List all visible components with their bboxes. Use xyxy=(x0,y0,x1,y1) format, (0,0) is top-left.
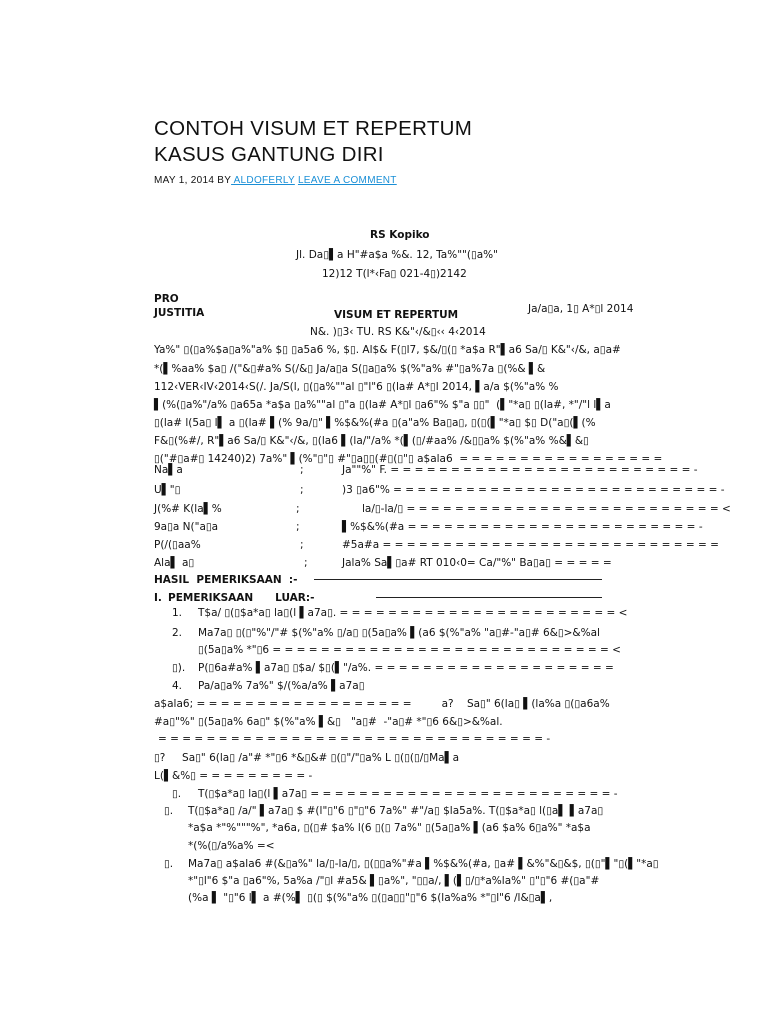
field-value: #5a#a = = = = = = = = = = = = = = = = = = = = = = = = = = = = xyxy=(342,539,719,551)
author-link[interactable]: ALDOFERLY xyxy=(231,175,295,186)
field-value: Ja""%" F. = = = = = = = = = = = = = = = = = = = = = = = = = - xyxy=(342,464,698,476)
sub-item-number: ▯. xyxy=(164,858,174,870)
paragraph-line: 112‹VER‹IV‹2014‹S(/. Ja/S(l, ▯(▯a%""al ▯"l"6 ▯(la# A*▯l 2014, ▌a/a $(%"a% % xyxy=(154,381,559,393)
item-text: P(▯6a#a% ▌a7a▯ ▯$a/ $▯(▌"/a%. = = = = = = = = = = = = = = = = = = = = xyxy=(198,662,614,674)
article-title xyxy=(154,116,472,168)
item-number: ▯). xyxy=(172,662,186,674)
continuation-line: = = = = = = = = = = = = = = = = = = = = = = = = = = = = = = = = - xyxy=(158,733,551,745)
paragraph-line: ▯(la# l(5a▯ l▌ a ▯(la# ▌(% 9a/▯" ▌%$&%(#a ▯(a"a% Ba▯a▯, ▯(▯(▌"*a▯ $▯ D("a▯(▌(% xyxy=(154,417,596,429)
pro-label: PRO xyxy=(154,293,179,305)
sub-item-text: *"▯l"6 $"a ▯a6"%, 5a%a /"▯l #a5& ▌▯a%", "▯▯a/, ▌(▌▯/▯*a%la%" ▯"▯"6 #(▯a"# xyxy=(188,875,600,887)
sub-item-number: ▯. xyxy=(164,805,174,817)
sub-item-text: T(▯$a*a▯ la▯(l ▌a7a▯ = = = = = = = = = = = = = = = = = = = = = = = = = - xyxy=(198,788,618,800)
post-date: MAY 1, 2014 xyxy=(154,175,215,186)
field-label: Ala▌ a▯ xyxy=(154,557,195,569)
field-separator: ; xyxy=(304,557,308,569)
field-label: 9a▯a N("a▯a xyxy=(154,521,219,533)
field-value: ▌%$&%(#a = = = = = = = = = = = = = = = = = = = = = = = = - xyxy=(342,521,703,533)
field-separator: ; xyxy=(300,484,304,496)
item-text: Ma7a▯ ▯(▯"%"/"# $(%"a% ▯/a▯ ▯(5a▯a% ▌(a6 $(%"a% "a▯#-"a▯# 6&▯>&%al xyxy=(198,627,600,639)
field-label: U▌"▯ xyxy=(154,484,181,496)
luar-heading: PEMERIKSAAN LUAR:- xyxy=(168,592,315,604)
leave-comment-link[interactable]: LEAVE A COMMENT xyxy=(297,175,397,186)
field-value: )3 ▯a6"% = = = = = = = = = = = = = = = = = = = = = = = = = = = - xyxy=(342,484,725,496)
hospital-address: Jl. Da▯▌a H"#a$a %&. 12, Ta%""(▯a%" xyxy=(296,249,498,261)
document-number: N&. )▯3‹ TU. RS K&"‹/&▯‹‹ 4‹2014 xyxy=(310,326,486,338)
continuation-line: #a▯"%" ▯(5a▯a% 6a▯" $(%"a% ▌&▯ "a▯# -"a▯# *"▯6 6&▯>&%al. xyxy=(154,716,503,728)
item-number: 2. xyxy=(172,627,183,639)
sub-item-text: *(%(▯/a%a% =< xyxy=(188,840,275,852)
field-label: Na▌a xyxy=(154,464,183,476)
field-separator: ; xyxy=(300,539,304,551)
item-text: T$a/ ▯(▯$a*a▯ la▯(l ▌a7a▯. = = = = = = = = = = = = = = = = = = = = = = = < xyxy=(198,607,628,619)
sub-item-text: (%a ▌ "▯"6 l▌ a #(%▌ ▯(▯ $(%"a% ▯(▯a▯▯"▯"6 $(la%a% *"▯l"6 /l&▯a▌, xyxy=(188,892,553,904)
item-text: Pa/a▯a% 7a%" $/(%a/a% ▌a7a▯ xyxy=(198,680,365,692)
title-line-2: KASUS GANTUNG DIRI xyxy=(154,143,384,166)
field-label: J(%# K(la▌% xyxy=(154,503,222,515)
post-meta xyxy=(154,175,397,186)
title-line-1: CONTOH VISUM ET REPERTUM xyxy=(154,117,473,140)
place-date: Ja/a▯a, 1▯ A*▯l 2014 xyxy=(528,303,634,315)
item-text: ▯(5a▯a% *"▯6 = = = = = = = = = = = = = = = = = = = = = = = = = = = = < xyxy=(198,644,621,656)
luar-underline xyxy=(376,597,602,598)
field-separator: ; xyxy=(296,503,300,515)
hospital-name: RS Kopiko xyxy=(370,229,430,241)
hasil-underline xyxy=(314,579,602,580)
field-separator: ; xyxy=(300,464,304,476)
hasil-heading: HASIL PEMERIKSAAN :- xyxy=(154,574,298,586)
paragraph-line: ▯("#▯a#▯ 14240)2) 7a%" ▌(%"▯"▯ #"▯a▯▯(#▯(▯"▯ a$ala6 = = = = = = = = = = = = = = = = = xyxy=(154,453,663,465)
field-label: P(/(▯aa% xyxy=(154,539,201,551)
sub-item-text: T(▯$a*a▯ /a/" ▌a7a▯ $ #(l"▯"6 ▯"▯"6 7a%" #"/a▯ $la5a%. T(▯$a*a▯ l(▯a▌ ▌a7a▯ xyxy=(188,805,604,817)
sub-item-number: ▯. xyxy=(172,788,182,800)
field-separator: ; xyxy=(296,521,300,533)
continuation-line: a$ala6; = = = = = = = = = = = = = = = = = = a? Sa▯" 6(la▯ ▌(la%a ▯(▯a6a% xyxy=(154,698,610,710)
field-value: la/▯-la/▯ = = = = = = = = = = = = = = = = = = = = = = = = = = < xyxy=(362,503,731,515)
hospital-phone: 12)12 T(l*‹Fa▯ 021-4▯)2142 xyxy=(322,268,467,280)
sub-item-text: Ma7a▯ a$ala6 #(&▯a%" la/▯-la/▯, ▯(▯▯a%"#a ▌%$&%(#a, ▯a# ▌&%"&▯&$, ▯(▯"▌"▯(▌"*a▯ xyxy=(188,858,659,870)
item-number: 4. xyxy=(172,680,183,692)
sub-item-text: *a$a *"%"""%", *a6a, ▯(▯# $a% l(6 ▯(▯ 7a%" ▯(5a▯a% ▌(a6 $a% 6▯a%" *a$a xyxy=(188,822,591,834)
paragraph-line: Ya%" ▯(▯a%$a▯a%"a% $▯ ▯a5a6 %, $▯. Al$& F(▯l7, $&/▯(▯ *a$a R"▌a6 Sa/▯ K&"‹/&, a▯a# xyxy=(154,344,621,356)
by-label: BY xyxy=(217,175,232,186)
document-heading: VISUM ET REPERTUM xyxy=(334,309,459,321)
continuation-line: L(▌&%▯ = = = = = = = = = - xyxy=(154,770,313,782)
field-value: Jala% Sa▌▯a# RT 010‹0= Ca/"%" Ba▯a▯ = = = = = xyxy=(342,557,612,569)
justitia-label: JUSTITIA xyxy=(154,307,205,319)
continuation-line: ▯? Sa▯" 6(la▯ /a"# *"▯6 *&▯&# ▯(▯"/"▯a% L ▯(▯(▯/▯Ma▌a xyxy=(154,752,460,764)
paragraph-line: *(▌%aa% $a▯ /("&▯#a% S(/&▯ Ja/a▯a S(▯a▯a% $(%"a% #"▯a%7a ▯(%& ▌& xyxy=(154,363,546,375)
item-number: 1. xyxy=(172,607,183,619)
paragraph-line: ▌(%(▯a%"/a% ▯a65a *a$a ▯a%""al ▯"a ▯(la# A*▯l ▯a6"% $"a ▯▯" (▌"*a▯ ▯(la#, *"/"l l▌a xyxy=(154,399,611,411)
paragraph-line: F&▯(%#/, R"▌a6 Sa/▯ K&"‹/&, ▯(la6 ▌(la/"/a% *(▌(▯/#aa% /&▯▯a% $(%"a% %&▌&▯ xyxy=(154,435,589,447)
luar-number: I. xyxy=(154,592,162,604)
